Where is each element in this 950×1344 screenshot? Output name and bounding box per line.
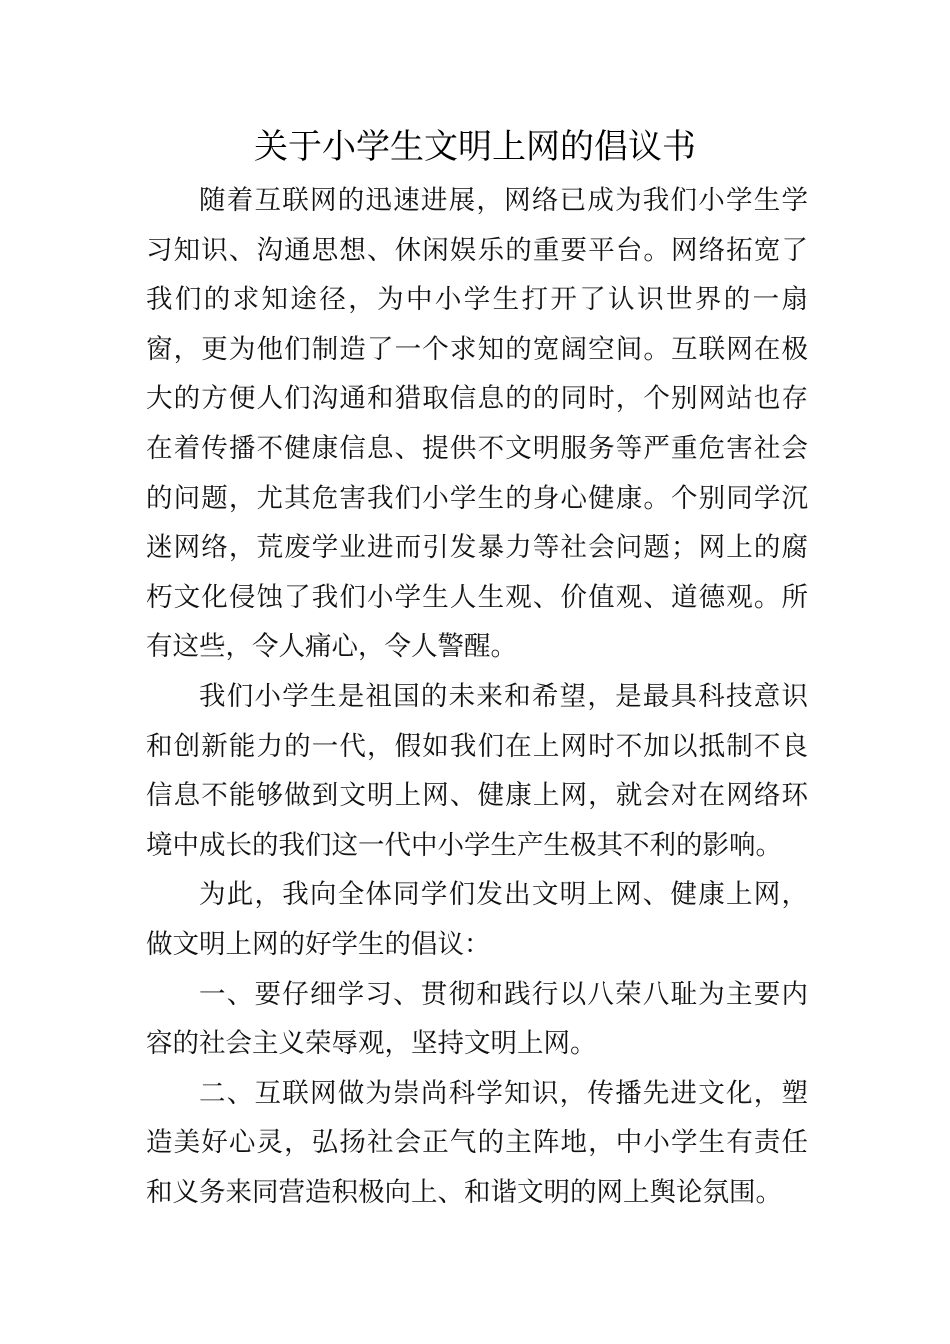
paragraph-future: 我们小学生是祖国的未来和希望，是最具科技意识和创新能力的一代，假如我们在上网时不加以抵制不良信息不能够做到文明上网、健康上网，就会对在网络环境中成长的我们这一代中小学生产生极其不利的影响。 xyxy=(146,680,808,861)
document-title: 关于小学生文明上网的倡议书 xyxy=(254,127,696,167)
paragraph-point-one: 一、要仔细学习、贯彻和践行以八荣八耻为主要内容的社会主义荣辱观，坚持文明上网。 xyxy=(146,978,808,1060)
paragraph-intro: 随着互联网的迅速进展，网络已成为我们小学生学习知识、沟通思想、休闲娱乐的重要平台。网络拓宽了我们的求知途径，为中小学生打开了认识世界的一扇窗，更为他们制造了一个求知的宽阔空间。互联网在极大的方便人们沟通和猎取信息的的同时，个别网站也存在着传播不健康信息、提供不文明服务等严重危害社会的问题，尤其危害我们小学生的身心健康。个别同学沉迷网络，荒废学业进而引发暴力等社会问题；网上的腐朽文化侵蚀了我们小学生人生观、价值观、道德观。所有这些，令人痛心，令人警醒。 xyxy=(146,185,808,663)
paragraph-proposal: 为此，我向全体同学们发出文明上网、健康上网，做文明上网的好学生的倡议： xyxy=(146,879,808,960)
document-body xyxy=(146,176,808,1217)
paragraph-point-two: 二、互联网做为崇尚科学知识，传播先进文化，塑造美好心灵，弘扬社会正气的主阵地，中小学生有责任和义务来同营造积极向上、和谐文明的网上舆论氛围。 xyxy=(146,1077,808,1208)
